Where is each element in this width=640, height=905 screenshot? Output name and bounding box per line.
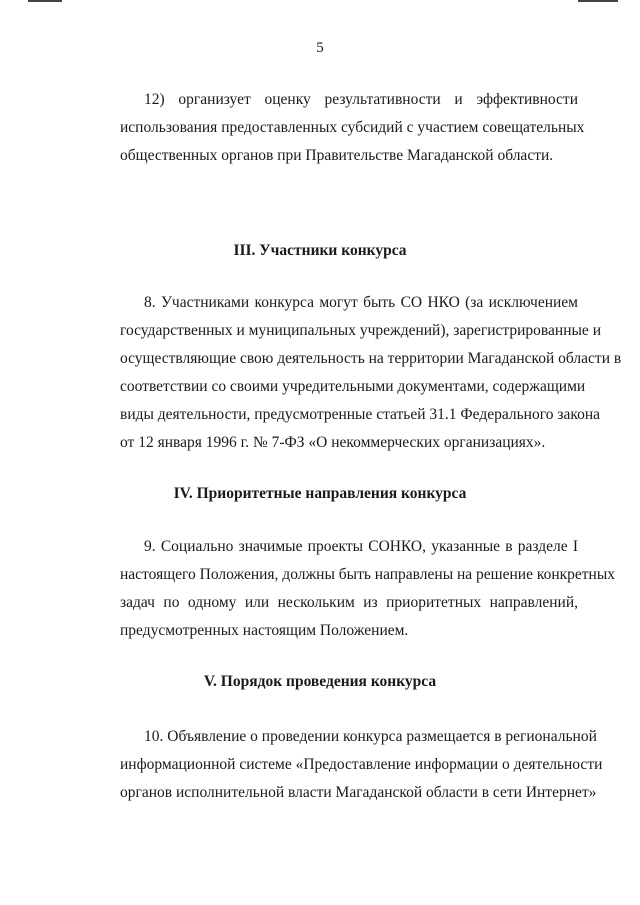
paragraph-line: виды деятельности, предусмотренные статьей 31.1 Федерального закона xyxy=(120,406,600,423)
paragraph-line: предусмотренных настоящим Положением. xyxy=(120,622,409,639)
section-heading-4: IV. Приоритетные направления конкурса xyxy=(173,485,467,502)
paragraph-line: общественных органов при Правительстве Магаданской области. xyxy=(120,147,554,164)
paragraph-line: органов исполнительной власти Магаданской области в сети Интернет» xyxy=(120,784,597,801)
paragraph-line: осуществляющие свою деятельность на территории Магаданской области в xyxy=(120,350,622,367)
paragraph-line: настоящего Положения, должны быть направлены на решение конкретных xyxy=(120,566,616,583)
paragraph-line: 8. Участниками конкурса могут быть СО НКО (за исключением xyxy=(144,294,578,311)
section-heading-5: V. Порядок проведения конкурса xyxy=(203,673,437,690)
paragraph-12 xyxy=(120,86,585,170)
paragraph-line: задач по одному или нескольким из приоритетных направлений, xyxy=(120,594,578,611)
paragraph-9 xyxy=(120,533,616,645)
section-heading-3: III. Участники конкурса xyxy=(233,242,407,259)
paragraph-line: использования предоставленных субсидий с участием совещательных xyxy=(120,119,585,136)
paragraph-8 xyxy=(120,289,622,457)
paragraph-line: от 12 января 1996 г. № 7-ФЗ «О некоммерческих организациях». xyxy=(120,434,546,451)
paragraph-line: 9. Социально значимые проекты СОНКО, указанные в разделе I xyxy=(144,538,578,555)
page-number: 5 xyxy=(316,40,324,56)
scan-edge-mark-left xyxy=(28,0,62,2)
paragraph-line: 12) организует оценку результативности и эффективности xyxy=(144,91,578,108)
paragraph-line: государственных и муниципальных учреждений), зарегистрированные и xyxy=(120,322,601,339)
scan-edge-mark-right xyxy=(578,0,618,2)
paragraph-line: информационной системе «Предоставление информации о деятельности xyxy=(120,756,603,773)
paragraph-10 xyxy=(120,723,603,807)
paragraph-line: 10. Объявление о проведении конкурса размещается в региональной xyxy=(144,728,597,745)
paragraph-line: соответствии со своими учредительными документами, содержащими xyxy=(120,378,586,395)
